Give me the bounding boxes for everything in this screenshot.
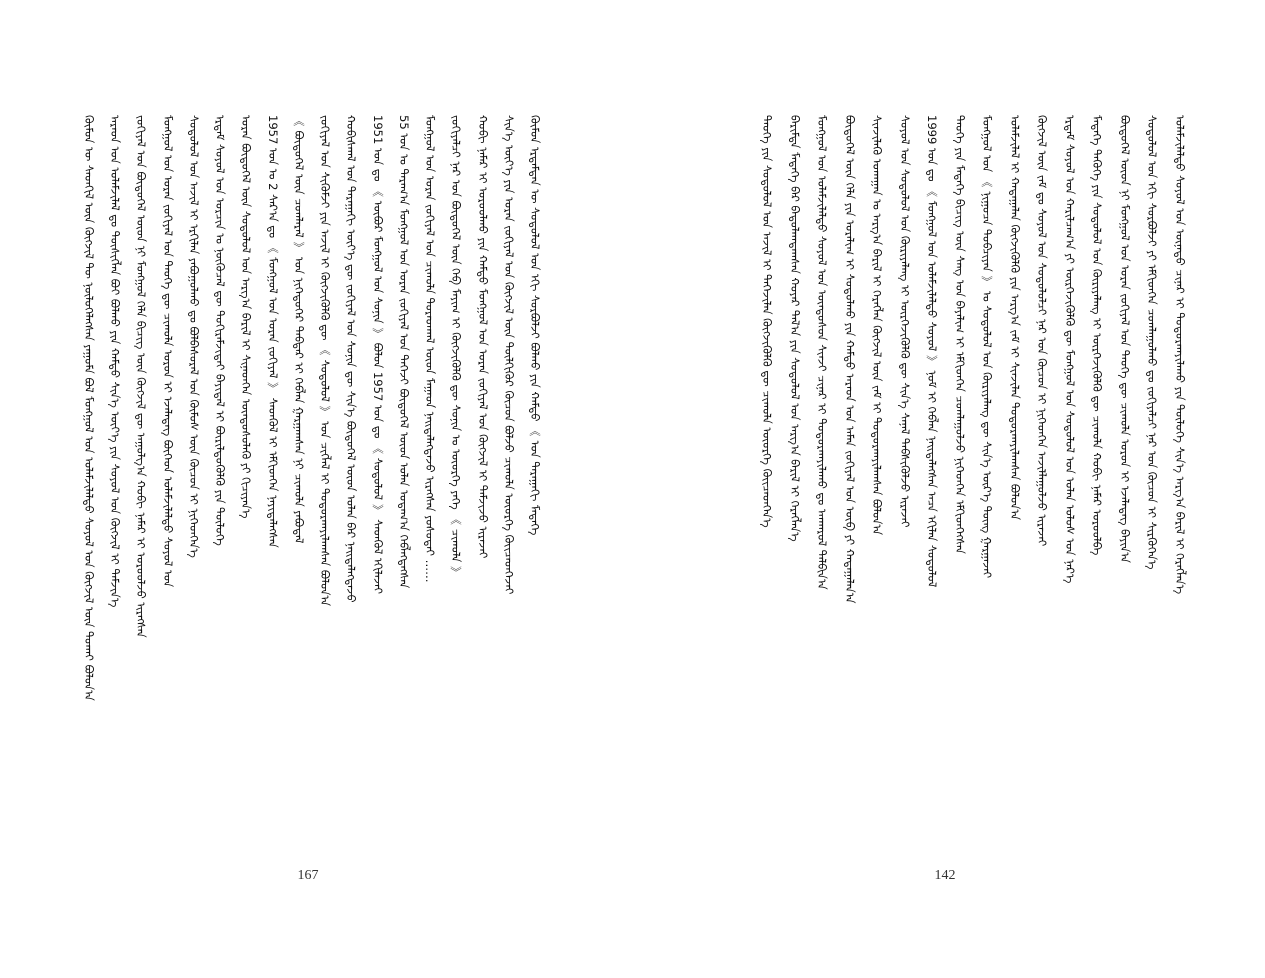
right-page [632,0,1265,978]
text-line: ᠰᠣᠶᠤᠯ ᠤᠨ ᠰᠤᠳᠤᠯᠤᠯ ᠤᠨ ᠬᠦᠷᠢᠶᠡᠯᠡᠩ ᠢ ᠥᠷᠭᠡᠵᠢᠭᠦᠯᠬᠦ ᠳᠦ ᠰᠢᠨ᠎ᠡ ᠰᠠᠨᠠᠯ ᠳᠡᠪᠰᠢᠭᠦᠯᠵᠦ ᠢᠷᠡᠵᠡᠢ [898,115,912,528]
text-line: ᠰᠢᠨ᠎ᠡ ᠦᠶ᠎ᠡ ᠶᠢᠨ ᠤᠷᠠᠨ ᠵᠣᠬᠢᠶᠠᠯ ᠤᠨ ᠬᠥᠭᠵᠢᠯ ᠦᠨ ᠲᠦᠯᠬᠢᠭᠦᠷ ᠬᠦᠴᠦᠨ ᠪᠣᠯᠵᠤ ᠴᠢᠬᠤᠯᠠ ᠦᠦᠷᠭᠡ ᠭᠦᠢᠴᠡᠳᠭᠡᠵᠡᠢ [502,115,516,595]
text-line: ᠬᠤᠪᠢᠰᠬᠠᠯ ᠤᠨ ᠳᠠᠷᠠᠭᠠᠬᠢ ᠦᠶ᠎ᠡ ᠳᠦ ᠵᠣᠬᠢᠶᠠᠯ ᠤᠨ ᠰᠣᠨᠢᠨ ᠳᠦ ᠰᠢᠨ᠎ᠡ ᠪᠦᠲᠦᠭᠡᠯ ᠦᠳ ᠣᠯᠠᠨ ᠪᠡᠷ ᠨᠡᠢᠲᠡᠯᠡᠭᠳᠡᠵᠦ [344,115,358,603]
text-line: ᠡᠷᠳᠡᠮ ᠰᠣᠶᠤᠯ ᠤᠨ ᠣᠷᠴᠢᠨ ᠤ ᠨᠥᠬᠦᠴᠡᠯ ᠳᠦ ᠲᠣᠬᠢᠷᠠᠮᠵᠢᠲᠠᠢ ᠪᠠᠶᠢᠳᠠᠯ ᠢ ᠪᠦᠷᠢᠯᠳᠦᠭᠦᠯᠬᠦ ᠶᠢᠨ ᠲᠥᠯᠥᠭᠡ [213,115,227,546]
right-page-text-block [760,115,1187,835]
text-line: ᠵᠣᠬᠢᠶᠠᠯ ᠤᠨ ᠪᠦᠲᠦᠭᠡᠯ ᠦᠳ ᠨᠢ ᠮᠣᠩᠭᠣᠯ ᠬᠡᠯᠡ ᠪᠢᠴᠢᠭ ᠦᠨ ᠬᠥᠭᠵᠢᠯ ᠳᠦ ᠠᠭᠤᠯᠭ᠎ᠠ ᠬᠤᠪᠢ ᠨᠡᠮᠡᠷ ᠢ ᠣᠷᠤᠤᠯᠵᠤ ᠢᠷᠡᠭᠰᠡᠨ [134,115,148,638]
text-line: ᠮᠣᠩᠭᠣᠯ ᠤᠨ 《 ᠨᠢᠭᠤᠴᠠ ᠲᠣᠪᠴᠢᠶᠠᠨ 》 ᠤ ᠰᠤᠳᠤᠯᠤᠯ ᠤᠨ ᠬᠦᠷᠢᠶᠡᠯᠡᠩ ᠳᠦ ᠰᠢᠨ᠎ᠡ ᠦᠷ᠎ᠡ ᠳᠦᠩ ᠭᠠᠷᠭᠠᠵᠡᠢ [980,115,994,579]
text-line: ᠲᠡᠦᠬᠡ ᠶᠢᠨ ᠮᠡᠳᠡᠭᠡ ᠪᠢᠴᠢᠭ ᠦᠨ ᠰᠠᠩ ᠤᠨ ᠪᠠᠶᠠᠯᠢᠭ ᠢ ᠡᠮᠬᠢᠳᠬᠡᠨ ᠴᠤᠭᠯᠠᠭᠤᠯᠵᠤ ᠨᠢᠭᠡᠳᠬᠡᠨ ᠡᠮᠬᠢᠳᠬᠡᠭᠰᠡᠨ [953,115,967,554]
text-line: ᠵᠣᠬᠢᠶᠠᠯᠴᠢ ᠨᠠᠷ ᠤᠨ ᠪᠦᠲᠦᠭᠡᠯ ᠦᠨ ᠬᠡᠪ ᠮᠠᠶᠢᠭ ᠢ ᠬᠥᠭᠵᠢᠭᠦᠯᠬᠦ ᠳᠦ ᠰᠣᠨᠢᠨ ᠤ ᠦᠦᠷᠭᠡ ᠶᠡᠬᠡ 《 ᠴᠢᠬᠤᠯᠠ 》 [449,115,463,578]
text-line: ᠬᠤᠪᠢ ᠨᠡᠮᠡᠷ ᠢ ᠣᠷᠤᠤᠯᠬᠤ ᠶᠢᠨ ᠬᠠᠮᠲᠤ ᠮᠣᠩᠭᠣᠯ ᠤᠨ ᠤᠷᠠᠨ ᠵᠣᠬᠢᠶᠠᠯ ᠤᠨ ᠬᠥᠭᠵᠢᠯ ᠢ ᠳᠡᠮᠵᠢᠵᠦ ᠢᠷᠡᠵᠡᠢ [476,115,490,559]
text-line: ᠪᠦᠲᠦᠭᠡᠯ ᠦᠨ ᠬᠡᠯᠡ ᠶᠢᠨ ᠤᠷᠠᠯᠢᠭ ᠢ ᠰᠤᠳᠤᠯᠬᠤ ᠶᠢᠨ ᠬᠠᠮᠲᠤ ᠠᠷᠠᠳ ᠤᠨ ᠠᠮᠠᠨ ᠵᠣᠬᠢᠶᠠᠯ ᠤᠨ ᠥᠪ ᠶᠢ ᠬᠠᠳᠠᠭᠠᠯᠠᠨ᠎ᠠ [843,115,857,604]
text-line: ᠰᠤᠳᠤᠯᠤᠯ ᠤᠨ ᠡᠬᠢ ᠰᠤᠷᠪᠤᠯᠵᠢ ᠶᠢ ᠡᠮᠬᠢᠳᠬᠡᠨ ᠴᠤᠭᠯᠠᠭᠤᠯᠬᠤ ᠳᠤ ᠵᠣᠬᠢᠶᠠᠯᠴᠢ ᠨᠠᠷ ᠤᠨ ᠬᠦᠴᠦᠨ ᠢ ᠰᠢᠷᠭᠦᠭᠡᠨ᠎ᠡ [1145,115,1159,570]
text-line: ᠰᠢᠨᠵᠢᠯᠡᠬᠦ ᠤᠬᠠᠭᠠᠨ ᠤ ᠠᠷᠭ᠎ᠠ ᠪᠠᠷᠢᠯ ᠢ ᠬᠡᠷᠡᠭᠯᠡᠨ ᠬᠥᠭᠵᠢᠯ ᠦᠨ ᠵᠠᠮ ᠢ ᠲᠣᠳᠤᠷᠬᠠᠶᠢᠯᠠᠭᠰᠠᠨ ᠪᠣᠯᠤᠨ᠎ᠠ [870,115,884,536]
text-line: ᠮᠣᠩᠭᠣᠯ ᠤᠨ ᠤᠯᠠᠮᠵᠢᠯᠠᠯᠲᠤ ᠰᠣᠶᠤᠯ ᠤᠨ ᠦᠨᠳᠦᠰᠦᠨ ᠰᠢᠨᠵᠢ ᠴᠢᠨᠠᠷ ᠢ ᠲᠣᠳᠤᠷᠬᠠᠶᠢᠯᠠᠬᠤ ᠳᠤ ᠠᠨᠬᠠᠷᠤᠯ ᠲᠠᠯᠪᠢᠨ᠎ᠠ [815,115,829,590]
left-page-text-block [82,115,542,835]
left-page-number: 167 [297,868,319,883]
text-line: ᠬᠥᠭᠵᠢᠯ ᠦᠨ ᠵᠠᠮ ᠳᠤ ᠰᠣᠶᠤᠯ ᠤᠨ ᠰᠤᠳᠤᠯᠤᠯᠴᠢ ᠨᠠᠷ ᠤᠨ ᠬᠦᠴᠦᠨ ᠢ ᠨᠢᠭᠡᠳᠬᠡᠨ ᠠᠵᠢᠯᠯᠠᠭᠤᠯᠵᠤ ᠢᠷᠡᠵᠡᠢ [1035,115,1049,547]
text-line: 55 ᠣᠨ ᠤ ᠳᠠᠷᠠᠭ᠎ᠠ ᠮᠣᠩᠭᠣᠯ ᠤᠨ ᠤᠷᠠᠨ ᠵᠣᠬᠢᠶᠠᠯ ᠤᠨ ᠳᠡᠭᠡᠵᠢ ᠪᠦᠲᠦᠭᠡᠯ ᠦᠳ ᠣᠯᠠᠨ ᠤᠳᠠᠭ᠎ᠠ ᠬᠡᠪᠯᠡᠭᠳᠡᠭᠰᠡᠨ [397,115,411,589]
text-line: 《 ᠪᠦᠲᠦᠭᠡᠯ ᠦᠨ ᠴᠤᠭᠯᠠᠷᠠᠯ 》 ᠤᠨ ᠨᠢᠭᠡᠳᠦᠭᠡᠷ ᠳᠡᠪᠲᠡᠷ ᠢ ᠬᠡᠪᠯᠡᠨ ᠭᠠᠷᠭᠠᠭᠰᠠᠨ ᠨᠢ ᠴᠢᠬᠤᠯᠠ ᠶᠠᠪᠤᠳᠠᠯ [292,115,306,544]
text-line: ᠤᠷᠠᠨ ᠪᠦᠲᠦᠭᠡᠯ ᠦᠨ ᠰᠤᠳᠤᠯᠤᠯ ᠤᠨ ᠠᠷᠭ᠎ᠠ ᠪᠠᠷᠢᠯ ᠢ ᠰᠢᠨᠡᠳᠭᠡᠨ ᠦᠨᠳᠦᠰᠦᠯᠡᠬᠦ ᠶᠢ ᠬᠢᠴᠢᠶᠡᠨ᠎ᠡ [239,115,253,519]
right-page-number: 142 [934,868,956,883]
text-line: ᠠᠷᠠᠳ ᠤᠨ ᠤᠯᠠᠮᠵᠢᠯᠠᠯ ᠳᠤ ᠲᠦᠰᠢᠭᠯᠡᠨ ᠪᠤᠢ ᠪᠣᠯᠬᠤ ᠶᠢᠨ ᠬᠠᠮᠲᠤ ᠰᠢᠨ᠎ᠡ ᠦᠶ᠎ᠡ ᠶᠢᠨ ᠰᠣᠶᠤᠯ ᠤᠨ ᠬᠥᠭᠵᠢᠯ ᠢ ᠳᠡᠮᠵᠢᠨ᠎ᠡ [108,115,122,608]
text-line: ᠪᠠᠷᠢᠮᠲᠠ ᠮᠡᠳᠡᠭᠡ ᠪᠠᠷ ᠪᠠᠲᠤᠯᠠᠭᠳᠠᠭᠰᠠᠨ ᠬᠣᠶᠠᠷ ᠲᠠᠯ᠎ᠠ ᠶᠢᠨ ᠰᠤᠳᠤᠯᠤᠯ ᠤᠨ ᠠᠷᠭ᠎ᠠ ᠪᠠᠷᠢᠯ ᠢ ᠬᠡᠷᠡᠭᠯᠡᠨ᠎ᠡ [788,115,802,542]
text-line: ᠲᠡᠦᠬᠡ ᠶᠢᠨ ᠰᠤᠳᠤᠯᠤᠯ ᠤᠨ ᠠᠵᠢᠯ ᠢ ᠳᠡᠭᠡᠵᠢᠯᠡᠨ ᠬᠥᠭᠵᠢᠭᠦᠯᠬᠦ ᠳᠦ ᠴᠢᠬᠤᠯᠠ ᠦᠦᠷᠭᠡ ᠭᠦᠢᠴᠡᠳᠭᠡᠨ᠎ᠡ [760,115,774,528]
text-line: ᠵᠣᠬᠢᠶᠠᠯ ᠤᠨ ᠰᠢᠭᠦᠮᠵᠢ ᠶᠢᠨ ᠠᠵᠢᠯ ᠢ ᠬᠥᠭᠵᠢᠭᠦᠯᠬᠦ ᠳᠦ 《 ᠰᠤᠳᠤᠯᠤᠯ 》 ᠤᠨ ᠴᠢᠭᠯᠡᠯ ᠢ ᠲᠣᠳᠤᠷᠬᠠᠶᠢᠯᠠᠭᠰᠠᠨ ᠪᠣᠯᠤᠨ᠎ᠠ [318,115,332,607]
text-line: ᠬᠦᠮᠦᠨ ᠦ ᠰᠡᠳᠬᠢᠯ ᠦᠨ ᠬᠦᠭᠵᠢᠯ ᠲᠦ ᠨᠦᠯᠦᠭᠡᠯᠡᠭᠰᠡᠨ ᠶᠠᠭᠤᠮᠠ ᠪᠣᠯ ᠮᠣᠩᠭᠣᠯ ᠤᠨ ᠤᠯᠠᠮᠵᠢᠯᠠᠯᠲᠤ ᠰᠣᠶᠤᠯ ᠤᠨ ᠬᠥᠭᠵᠢᠯ ᠦᠨ ᠲᠤᠬᠠᠢ ᠪᠣᠯᠤᠨ᠎ᠠ [82,115,96,701]
text-line: ᠬᠦᠮᠦᠨ ᠡᠷᠳᠡᠮᠲᠡᠨ ᠦ ᠰᠤᠳᠤᠯᠤᠯ ᠤᠨ ᠡᠬᠢ ᠰᠤᠷᠪᠤᠯᠵᠢ ᠪᠣᠯᠬᠤ ᠶᠢᠨ ᠬᠠᠮᠲᠤ 《 ᠣᠨ ᠳᠠᠷᠠᠭᠠᠬᠢ ᠮᠡᠳᠡᠭᠡ [528,115,542,536]
left-page [0,0,632,978]
text-line: ᠡᠷᠳᠡᠮ ᠰᠣᠶᠤᠯ ᠤᠨ ᠬᠠᠷᠢᠯᠴᠠᠭ᠎ᠠ ᠶᠢ ᠥᠷᠭᠡᠵᠢᠭᠦᠯᠬᠦ ᠳᠦ ᠮᠣᠩᠭᠣᠯ ᠤᠨ ᠰᠤᠳᠤᠯᠤᠯ ᠤᠨ ᠣᠯᠠᠨ ᠤᠯᠤᠰ ᠤᠨ ᠨᠡᠷ᠎ᠡ [1063,115,1077,584]
text-line: 1951 ᠣᠨ ᠳᠤ 《 ᠥᠪᠦᠷ ᠮᠣᠩᠭᠣᠯ ᠤᠨ ᠰᠣᠨᠢᠨ 》 ᠪᠣᠯᠤᠨ 1957 ᠣᠨ ᠳᠤ 《 ᠰᠤᠳᠤᠯᠤᠯ 》 ᠰᠡᠳᠬᠦᠯ ᠡᠬᠢᠯᠡᠵᠡᠢ [371,115,385,594]
text-line: 1999 ᠣᠨ ᠳᠤ 《 ᠮᠣᠩᠭᠣᠯ ᠤᠨ ᠤᠯᠠᠮᠵᠢᠯᠠᠯᠲᠤ ᠰᠣᠶᠤᠯ 》 ᠨᠣᠮ ᠢ ᠬᠡᠪᠯᠡᠨ ᠨᠡᠢᠲᠡᠯᠡᠭᠰᠡᠨ ᠠᠴᠠ ᠡᠬᠢᠯᠡᠨ ᠰᠤᠳᠤᠯᠤᠯ [925,115,939,588]
text-line: ᠤᠯᠠᠮᠵᠢᠯᠠᠯ ᠢ ᠬᠠᠳᠠᠭᠠᠯᠠᠨ ᠬᠥᠭᠵᠢᠭᠦᠯᠬᠦ ᠶᠢᠨ ᠠᠷᠭ᠎ᠠ ᠵᠠᠮ ᠢ ᠰᠢᠨᠵᠢᠯᠡᠨ ᠲᠣᠳᠤᠷᠬᠠᠶᠢᠯᠠᠭᠰᠠᠨ ᠪᠣᠯᠤᠨ᠎ᠠ [1008,115,1022,521]
text-line: ᠤᠯᠠᠮᠵᠢᠯᠠᠯᠲᠤ ᠰᠣᠶᠤᠯ ᠤᠨ ᠦᠨᠡᠲᠦ ᠴᠢᠨᠠᠷ ᠢ ᠲᠣᠳᠤᠷᠬᠠᠶᠢᠯᠠᠬᠤ ᠶᠢᠨ ᠲᠥᠯᠥᠭᠡ ᠰᠢᠨ᠎ᠡ ᠠᠷᠭ᠎ᠠ ᠪᠠᠷᠢᠯ ᠢ ᠬᠡᠷᠡᠭᠯᠡᠨ᠎ᠡ [1173,115,1187,595]
text-line: 1957 ᠣᠨ ᠤ 2 ᠰᠠᠷ᠎ᠠ ᠳᠤ 《 ᠮᠣᠩᠭᠣᠯ ᠤᠨ ᠤᠷᠠᠨ ᠵᠣᠬᠢᠶᠠᠯ 》 ᠰᠡᠳᠬᠦᠯ ᠢ ᠡᠮᠬᠢᠳᠬᠡᠨ ᠨᠡᠶᠢᠲᠡᠯᠡᠭᠰᠡᠨ [266,115,280,548]
text-line: ᠮᠡᠳᠡᠭᠡ ᠲᠡᠭᠦᠬᠡ ᠶᠢᠨ ᠰᠤᠳᠤᠯᠤᠯ ᠤᠨ ᠬᠦᠷᠢᠶᠡᠯᠡᠩ ᠢ ᠥᠷᠭᠡᠵᠢᠭᠦᠯᠬᠦ ᠳᠦ ᠴᠢᠬᠤᠯᠠ ᠬᠤᠪᠢ ᠨᠡᠮᠡᠷ ᠣᠷᠤᠤᠯᠪᠠ [1090,115,1104,556]
text-line: ᠮᠣᠩᠭᠣᠯ ᠤᠨ ᠤᠷᠠᠨ ᠵᠣᠬᠢᠶᠠᠯ ᠤᠨ ᠴᠢᠬᠤᠯᠠ ᠳᠤᠷᠠᠳᠬᠠᠯ ᠦᠳ ᠮᠠᠭᠠᠳ ᠨᠡᠢᠲᠡᠯᠡᠭᠳᠡᠵᠦ ᠢᠷᠡᠭᠰᠡᠨ ᠶᠣᠰᠣᠲᠠᠢ …… [423,115,437,583]
text-line: ᠮᠣᠩᠭᠣᠯ ᠤᠨ ᠤᠷᠠᠨ ᠵᠣᠬᠢᠶᠠᠯ ᠤᠨ ᠲᠡᠦᠬᠡ ᠳᠦ ᠴᠢᠬᠤᠯᠠ ᠤᠷᠤᠨ ᠢ ᠡᠵᠡᠯᠡᠳᠡᠭ ᠪᠥᠭᠡᠳ ᠤᠯᠠᠮᠵᠢᠯᠠᠯᠲᠤ ᠰᠣᠶᠤᠯ ᠤᠨ [161,115,175,588]
text-line: ᠰᠤᠳᠤᠯᠤᠯ ᠤᠨ ᠠᠵᠢᠯ ᠢ ᠡᠷᠬᠢᠯᠡᠨ ᠶᠠᠪᠤᠭᠤᠯᠬᠤ ᠳᠤ ᠪᠣᠯᠪᠠᠰᠤᠷᠠᠯ ᠤᠨ ᠬᠦᠮᠦᠰ ᠦᠨ ᠬᠦᠴᠦᠨ ᠢ ᠨᠢᠭᠡᠳᠬᠡᠨ᠎ᠡ [187,115,201,558]
text-line: ᠪᠦᠲᠦᠭᠡᠯ ᠦᠳ ᠨᠢ ᠮᠣᠩᠭᠣᠯ ᠤᠨ ᠤᠷᠠᠨ ᠵᠣᠬᠢᠶᠠᠯ ᠤᠨ ᠲᠡᠦᠬᠡ ᠳᠦ ᠴᠢᠬᠤᠯᠠ ᠤᠷᠤᠨ ᠢ ᠡᠵᠡᠯᠡᠳᠡᠭ ᠪᠠᠶᠢᠨ᠎ᠠ [1118,115,1132,563]
